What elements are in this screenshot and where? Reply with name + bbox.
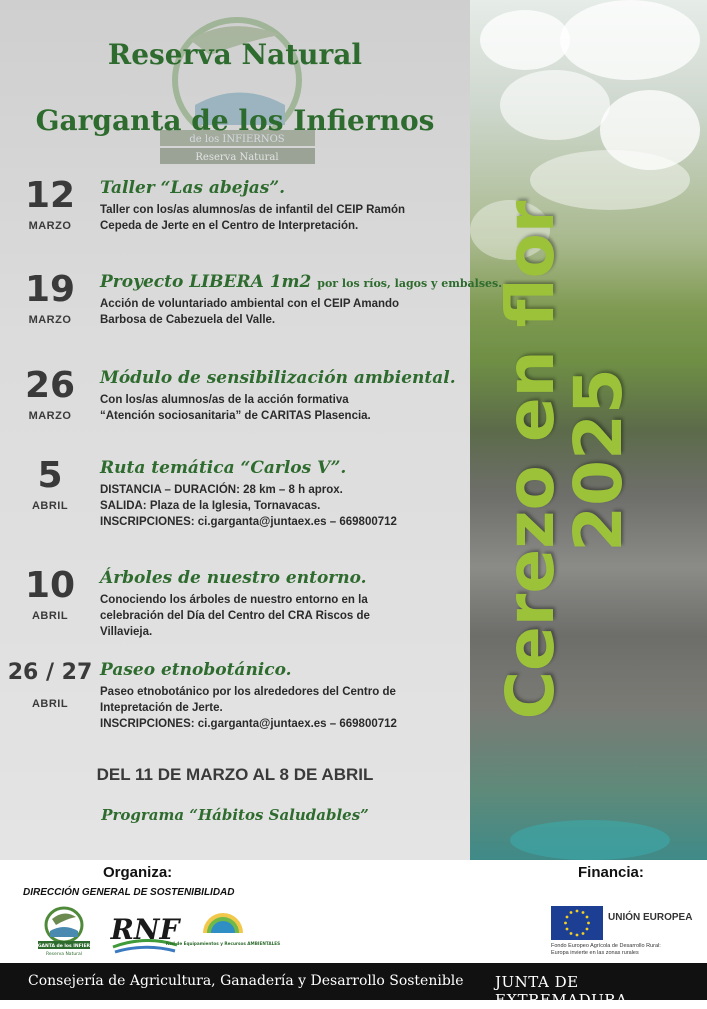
event-desc-line: DISTANCIA – DURACIÓN: 28 km – 8 h aprox. [100,484,343,496]
event-date [0,660,100,710]
eu-fund-line: Europa invierte en las zonas rurales [551,950,639,956]
event-description [100,296,460,328]
event-description [100,482,460,530]
garganta-logo [27,905,101,957]
event-desc-line: Villavieja. [100,626,153,638]
event-description [100,392,460,424]
event-month: ABRIL [31,500,69,512]
event-title [100,458,346,478]
logo1-text: GARGANTA de los INFIERNOS [27,944,101,949]
event-date [0,269,100,326]
event-day: 19 [24,269,76,310]
eu-fund-text [551,943,701,957]
event-month: MARZO [28,220,72,232]
rnf-logo [105,905,185,957]
reserve-emblem-watermark [150,10,325,170]
event-title-suffix: por los ríos, lagos y embalses. [317,277,503,290]
event-title-text: Árboles de nuestro entorno. [100,568,367,588]
event-desc-line: INSCRIPCIONES: ci.garganta@juntaex.es – 669800712 [100,516,397,528]
eu-flag-icon [551,906,603,940]
bottom-bar [0,963,707,1009]
event-title-text: Proyecto LIBERA 1m2 [100,272,312,292]
event-description [100,592,460,640]
event-title [100,368,456,388]
event-day: 26 [24,365,76,406]
event-month: ABRIL [31,698,69,710]
event-month: MARZO [28,410,72,422]
footer [0,860,707,963]
side-title-line2: 2025 [560,368,637,552]
event-desc-line: Intepretación de Jerte. [100,702,223,714]
event-month: ABRIL [31,610,69,622]
event-day: 5 [37,455,63,496]
event-desc-line: Cepeda de Jerte en el Centro de Interpretación. [100,220,359,232]
emblem-text-bottom: Reserva Natural [195,152,279,163]
page-title-line2: Garganta de los Infiernos [35,104,435,137]
event-day: 10 [24,565,76,606]
programa-title: Programa “Hábitos Saludables” [101,806,369,824]
event-title-text: Paseo etnobotánico. [100,660,292,680]
event-date [0,455,100,512]
event-date [0,365,100,422]
organiza-label: Organiza: [103,864,173,881]
event-day: 26 / 27 [7,660,93,685]
event-date [0,565,100,622]
logo1-sub: Reserva Natural [45,952,83,957]
event-desc-line: Barbosa de Cabezuela del Valle. [100,314,276,326]
organiza-name: DIRECCIÓN GENERAL DE SOSTENIBILIDAD [23,887,235,898]
logo3-text: Red de Equipamientos y Recursos AMBIENTALES [165,941,281,946]
emblem-text-top: de los INFIERNOS [189,134,285,145]
event-title [100,660,292,680]
event-desc-line: Con los/as alumnos/as de la acción formativa [100,394,349,406]
logo2-text: RNF [110,913,180,946]
event-month: MARZO [28,314,72,326]
event-desc-line: INSCRIPCIONES: ci.garganta@juntaex.es – 669800712 [100,718,397,730]
event-title-text: Módulo de sensibilización ambiental. [100,368,456,388]
event-desc-line: Acción de voluntariado ambiental con el CEIP Amando [100,298,400,310]
financia-label: Financia: [578,864,644,881]
event-description [100,202,460,234]
consejeria-text: Consejería de Agricultura, Ganadería y Desarrollo Sostenible [28,973,464,989]
event-title [100,178,285,198]
date-range: DEL 11 DE MARZO AL 8 DE ABRIL [96,765,374,784]
cerezo-en-flor-title [492,200,637,720]
event-desc-line: Conociendo los árboles de nuestro entorno en la [100,594,368,606]
junta-text: JUNTA DE EXTREMADURA [495,973,628,1009]
event-desc-line: Taller con los/as alumnos/as de infantil del CEIP Ramón [100,204,406,216]
event-title [100,272,502,292]
eu-fund-line: Fondo Europeo Agrícola de Desarrollo Rural: [551,943,661,949]
event-title-text: Ruta temática “Carlos V”. [100,458,347,478]
event-day: 12 [24,175,76,216]
page-title-line1: Reserva Natural [107,38,363,71]
event-desc-line: SALIDA: Plaza de la Iglesia, Tornavacas. [100,500,321,512]
event-title-text: Taller “Las abejas”. [100,178,286,198]
event-description [100,684,460,732]
event-date [0,175,100,232]
event-desc-line: “Atención sociosanitaria” de CARITAS Plasencia. [100,410,371,422]
red-equipamientos-logo [165,905,281,957]
event-desc-line: Paseo etnobotánico por los alrededores del Centro de [100,686,396,698]
eu-label: UNIÓN EUROPEA [608,912,693,923]
event-desc-line: celebración del Día del Centro del CRA Riscos de [100,610,370,622]
side-title-line1: Cerezo en flor [492,200,569,720]
event-title [100,568,367,588]
